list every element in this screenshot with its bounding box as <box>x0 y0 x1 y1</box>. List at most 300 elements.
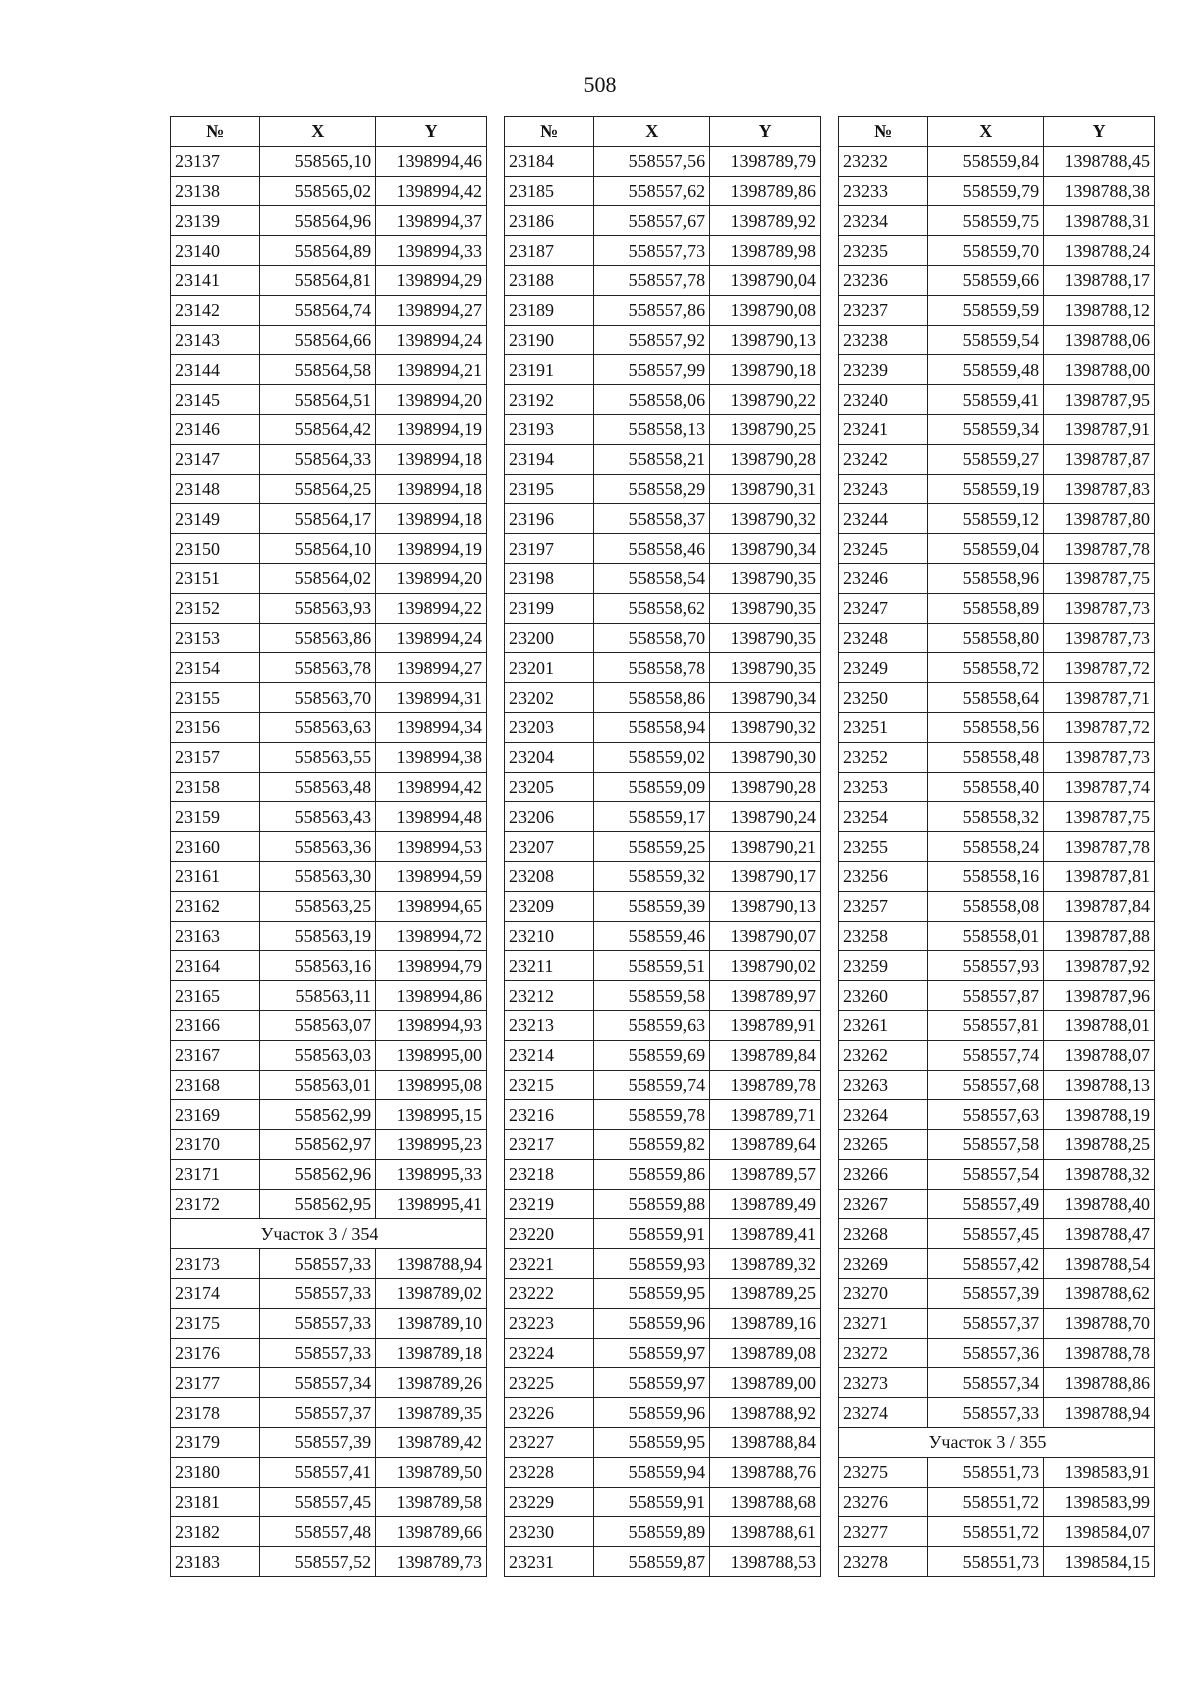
x-coordinate-cell: 558557,41 <box>260 1457 376 1487</box>
x-coordinate-cell: 558557,34 <box>928 1368 1044 1398</box>
point-number-cell: 23203 <box>505 712 594 742</box>
x-coordinate-cell: 558557,73 <box>594 236 710 266</box>
point-number-cell: 23209 <box>505 891 594 921</box>
table-row <box>171 1249 487 1279</box>
x-coordinate-cell: 558557,87 <box>928 981 1044 1011</box>
x-coordinate-cell: 558558,21 <box>594 444 710 474</box>
point-number-cell: 23243 <box>839 474 928 504</box>
point-number-cell: 23276 <box>839 1487 928 1517</box>
point-number-cell: 23192 <box>505 385 594 415</box>
x-coordinate-cell: 558558,94 <box>594 712 710 742</box>
table-row <box>839 1457 1155 1487</box>
y-coordinate-cell: 1398994,38 <box>376 742 487 772</box>
y-coordinate-cell: 1398790,25 <box>710 414 821 444</box>
x-coordinate-cell: 558559,59 <box>928 295 1044 325</box>
point-number-cell: 23173 <box>171 1249 260 1279</box>
x-coordinate-cell: 558557,45 <box>260 1487 376 1517</box>
y-coordinate-cell: 1398789,57 <box>710 1159 821 1189</box>
y-coordinate-cell: 1398788,76 <box>710 1457 821 1487</box>
section-label: Участок 3 / 354 <box>171 1219 487 1249</box>
y-coordinate-cell: 1398788,06 <box>1044 325 1155 355</box>
table-row <box>171 414 487 444</box>
y-coordinate-cell: 1398790,07 <box>710 921 821 951</box>
table-row <box>171 1428 487 1458</box>
y-coordinate-cell: 1398994,18 <box>376 444 487 474</box>
y-coordinate-cell: 1398790,13 <box>710 891 821 921</box>
x-coordinate-cell: 558557,37 <box>928 1308 1044 1338</box>
table-row <box>839 1398 1155 1428</box>
y-coordinate-cell: 1398790,32 <box>710 504 821 534</box>
point-number-cell: 23143 <box>171 325 260 355</box>
x-coordinate-cell: 558562,97 <box>260 1130 376 1160</box>
point-number-cell: 23207 <box>505 832 594 862</box>
x-coordinate-cell: 558558,96 <box>928 563 1044 593</box>
y-coordinate-cell: 1398789,49 <box>710 1189 821 1219</box>
y-coordinate-cell: 1398994,18 <box>376 504 487 534</box>
point-number-cell: 23250 <box>839 683 928 713</box>
y-coordinate-cell: 1398788,24 <box>1044 236 1155 266</box>
table-row <box>505 1368 821 1398</box>
table-row <box>505 355 821 385</box>
point-number-cell: 23138 <box>171 176 260 206</box>
table-row <box>505 1308 821 1338</box>
table-row <box>839 1368 1155 1398</box>
point-number-cell: 23244 <box>839 504 928 534</box>
table-row <box>505 1189 821 1219</box>
x-coordinate-cell: 558557,93 <box>928 951 1044 981</box>
y-coordinate-cell: 1398787,83 <box>1044 474 1155 504</box>
x-coordinate-cell: 558557,48 <box>260 1517 376 1547</box>
x-coordinate-cell: 558559,70 <box>928 236 1044 266</box>
point-number-cell: 23168 <box>171 1070 260 1100</box>
y-coordinate-cell: 1398787,80 <box>1044 504 1155 534</box>
point-number-cell: 23211 <box>505 951 594 981</box>
point-number-cell: 23273 <box>839 1368 928 1398</box>
y-coordinate-cell: 1398790,21 <box>710 832 821 862</box>
table-row <box>505 1279 821 1309</box>
point-number-cell: 23228 <box>505 1457 594 1487</box>
x-coordinate-cell: 558564,25 <box>260 474 376 504</box>
point-number-cell: 23255 <box>839 832 928 862</box>
point-number-cell: 23247 <box>839 593 928 623</box>
x-coordinate-cell: 558559,91 <box>594 1487 710 1517</box>
x-coordinate-cell: 558559,66 <box>928 265 1044 295</box>
y-coordinate-cell: 1398790,34 <box>710 683 821 713</box>
table-row <box>505 772 821 802</box>
table-row <box>505 1457 821 1487</box>
y-coordinate-cell: 1398788,68 <box>710 1487 821 1517</box>
table-row <box>505 1517 821 1547</box>
point-number-cell: 23216 <box>505 1100 594 1130</box>
x-coordinate-cell: 558559,79 <box>928 176 1044 206</box>
x-coordinate-cell: 558563,63 <box>260 712 376 742</box>
x-coordinate-cell: 558558,86 <box>594 683 710 713</box>
table-row <box>171 355 487 385</box>
point-number-cell: 23241 <box>839 414 928 444</box>
y-coordinate-cell: 1398788,45 <box>1044 146 1155 176</box>
table-row <box>505 1249 821 1279</box>
table-row <box>171 1159 487 1189</box>
x-coordinate-cell: 558558,13 <box>594 414 710 444</box>
x-coordinate-cell: 558558,29 <box>594 474 710 504</box>
point-number-cell: 23235 <box>839 236 928 266</box>
y-coordinate-cell: 1398787,75 <box>1044 563 1155 593</box>
point-number-cell: 23147 <box>171 444 260 474</box>
y-coordinate-cell: 1398789,64 <box>710 1130 821 1160</box>
point-number-cell: 23267 <box>839 1189 928 1219</box>
x-coordinate-cell: 558563,48 <box>260 772 376 802</box>
point-number-cell: 23275 <box>839 1457 928 1487</box>
point-number-cell: 23186 <box>505 206 594 236</box>
point-number-cell: 23239 <box>839 355 928 385</box>
y-coordinate-cell: 1398994,46 <box>376 146 487 176</box>
section-row <box>839 1428 1155 1458</box>
x-coordinate-cell: 558557,86 <box>594 295 710 325</box>
y-coordinate-cell: 1398994,19 <box>376 534 487 564</box>
table-row <box>505 236 821 266</box>
table-row <box>505 593 821 623</box>
y-coordinate-cell: 1398790,13 <box>710 325 821 355</box>
table-row <box>171 1308 487 1338</box>
y-coordinate-cell: 1398790,04 <box>710 265 821 295</box>
x-coordinate-cell: 558564,81 <box>260 265 376 295</box>
table-row <box>171 772 487 802</box>
point-number-cell: 23213 <box>505 1010 594 1040</box>
table-row <box>505 265 821 295</box>
point-number-cell: 23220 <box>505 1219 594 1249</box>
x-coordinate-cell: 558559,02 <box>594 742 710 772</box>
table-row <box>171 742 487 772</box>
x-coordinate-cell: 558564,66 <box>260 325 376 355</box>
x-coordinate-cell: 558562,95 <box>260 1189 376 1219</box>
x-coordinate-cell: 558558,64 <box>928 683 1044 713</box>
table-row <box>839 1159 1155 1189</box>
table-row <box>839 295 1155 325</box>
table-row <box>171 1130 487 1160</box>
x-coordinate-cell: 558557,56 <box>594 146 710 176</box>
table-row <box>505 474 821 504</box>
section-label: Участок 3 / 355 <box>839 1428 1155 1458</box>
x-coordinate-cell: 558557,74 <box>928 1040 1044 1070</box>
point-number-cell: 23196 <box>505 504 594 534</box>
point-number-cell: 23225 <box>505 1368 594 1398</box>
y-coordinate-cell: 1398789,02 <box>376 1279 487 1309</box>
point-number-cell: 23214 <box>505 1040 594 1070</box>
point-number-cell: 23164 <box>171 951 260 981</box>
x-coordinate-cell: 558557,63 <box>928 1100 1044 1130</box>
point-number-cell: 23202 <box>505 683 594 713</box>
table-row <box>171 504 487 534</box>
point-number-cell: 23146 <box>171 414 260 444</box>
x-coordinate-cell: 558551,72 <box>928 1487 1044 1517</box>
x-coordinate-cell: 558557,39 <box>260 1428 376 1458</box>
y-coordinate-cell: 1398789,78 <box>710 1070 821 1100</box>
point-number-cell: 23161 <box>171 861 260 891</box>
table-row <box>171 563 487 593</box>
x-coordinate-cell: 558559,34 <box>928 414 1044 444</box>
point-number-cell: 23159 <box>171 802 260 832</box>
x-coordinate-cell: 558557,67 <box>594 206 710 236</box>
point-number-cell: 23230 <box>505 1517 594 1547</box>
y-coordinate-cell: 1398994,18 <box>376 474 487 504</box>
x-coordinate-cell: 558559,27 <box>928 444 1044 474</box>
y-coordinate-cell: 1398995,00 <box>376 1040 487 1070</box>
x-coordinate-cell: 558558,01 <box>928 921 1044 951</box>
y-coordinate-cell: 1398788,78 <box>1044 1338 1155 1368</box>
point-number-cell: 23215 <box>505 1070 594 1100</box>
x-coordinate-cell: 558558,40 <box>928 772 1044 802</box>
x-coordinate-cell: 558557,36 <box>928 1338 1044 1368</box>
x-coordinate-cell: 558563,25 <box>260 891 376 921</box>
x-coordinate-cell: 558557,99 <box>594 355 710 385</box>
table-row <box>505 981 821 1011</box>
coordinates-table-3 <box>838 116 1155 1577</box>
y-coordinate-cell: 1398789,79 <box>710 146 821 176</box>
x-coordinate-cell: 558559,75 <box>928 206 1044 236</box>
x-coordinate-cell: 558562,96 <box>260 1159 376 1189</box>
header-number: № <box>171 117 260 147</box>
point-number-cell: 23175 <box>171 1308 260 1338</box>
x-coordinate-cell: 558559,54 <box>928 325 1044 355</box>
x-coordinate-cell: 558563,01 <box>260 1070 376 1100</box>
x-coordinate-cell: 558563,16 <box>260 951 376 981</box>
table-row <box>839 1249 1155 1279</box>
point-number-cell: 23141 <box>171 265 260 295</box>
table-row <box>171 1040 487 1070</box>
x-coordinate-cell: 558559,48 <box>928 355 1044 385</box>
y-coordinate-cell: 1398790,28 <box>710 772 821 802</box>
x-coordinate-cell: 558558,80 <box>928 623 1044 653</box>
x-coordinate-cell: 558563,43 <box>260 802 376 832</box>
x-coordinate-cell: 558557,42 <box>928 1249 1044 1279</box>
table-row <box>839 742 1155 772</box>
point-number-cell: 23165 <box>171 981 260 1011</box>
table-row <box>171 861 487 891</box>
point-number-cell: 23238 <box>839 325 928 355</box>
x-coordinate-cell: 558557,81 <box>928 1010 1044 1040</box>
table-row <box>839 981 1155 1011</box>
y-coordinate-cell: 1398994,24 <box>376 325 487 355</box>
table-row <box>505 206 821 236</box>
y-coordinate-cell: 1398789,32 <box>710 1249 821 1279</box>
table-row <box>839 1010 1155 1040</box>
x-coordinate-cell: 558557,33 <box>260 1249 376 1279</box>
y-coordinate-cell: 1398995,33 <box>376 1159 487 1189</box>
y-coordinate-cell: 1398994,86 <box>376 981 487 1011</box>
y-coordinate-cell: 1398787,84 <box>1044 891 1155 921</box>
y-coordinate-cell: 1398994,37 <box>376 206 487 236</box>
y-coordinate-cell: 1398994,59 <box>376 861 487 891</box>
table-row <box>171 593 487 623</box>
y-coordinate-cell: 1398584,15 <box>1044 1547 1155 1577</box>
x-coordinate-cell: 558559,97 <box>594 1338 710 1368</box>
y-coordinate-cell: 1398995,08 <box>376 1070 487 1100</box>
y-coordinate-cell: 1398788,54 <box>1044 1249 1155 1279</box>
table-row <box>839 563 1155 593</box>
y-coordinate-cell: 1398787,73 <box>1044 593 1155 623</box>
point-number-cell: 23217 <box>505 1130 594 1160</box>
x-coordinate-cell: 558559,82 <box>594 1130 710 1160</box>
point-number-cell: 23253 <box>839 772 928 802</box>
y-coordinate-cell: 1398787,96 <box>1044 981 1155 1011</box>
y-coordinate-cell: 1398994,29 <box>376 265 487 295</box>
x-coordinate-cell: 558564,17 <box>260 504 376 534</box>
table-header-row <box>171 117 487 147</box>
table-row <box>505 444 821 474</box>
table-row <box>839 236 1155 266</box>
y-coordinate-cell: 1398584,07 <box>1044 1517 1155 1547</box>
point-number-cell: 23205 <box>505 772 594 802</box>
table-row <box>839 414 1155 444</box>
y-coordinate-cell: 1398789,71 <box>710 1100 821 1130</box>
table-row <box>505 1010 821 1040</box>
y-coordinate-cell: 1398789,18 <box>376 1338 487 1368</box>
x-coordinate-cell: 558558,78 <box>594 653 710 683</box>
x-coordinate-cell: 558559,95 <box>594 1279 710 1309</box>
table-row <box>839 1219 1155 1249</box>
table-row <box>171 1368 487 1398</box>
x-coordinate-cell: 558558,89 <box>928 593 1044 623</box>
y-coordinate-cell: 1398790,02 <box>710 951 821 981</box>
table-row <box>839 683 1155 713</box>
point-number-cell: 23137 <box>171 146 260 176</box>
x-coordinate-cell: 558563,93 <box>260 593 376 623</box>
x-coordinate-cell: 558559,19 <box>928 474 1044 504</box>
y-coordinate-cell: 1398789,98 <box>710 236 821 266</box>
table-row <box>171 1100 487 1130</box>
y-coordinate-cell: 1398790,31 <box>710 474 821 504</box>
table-row <box>839 444 1155 474</box>
point-number-cell: 23208 <box>505 861 594 891</box>
point-number-cell: 23153 <box>171 623 260 653</box>
point-number-cell: 23162 <box>171 891 260 921</box>
point-number-cell: 23272 <box>839 1338 928 1368</box>
table-row <box>839 1130 1155 1160</box>
y-coordinate-cell: 1398994,24 <box>376 623 487 653</box>
y-coordinate-cell: 1398994,93 <box>376 1010 487 1040</box>
x-coordinate-cell: 558558,24 <box>928 832 1044 862</box>
y-coordinate-cell: 1398583,99 <box>1044 1487 1155 1517</box>
table-header-row <box>505 117 821 147</box>
y-coordinate-cell: 1398788,86 <box>1044 1368 1155 1398</box>
table-row <box>505 325 821 355</box>
table-row <box>839 712 1155 742</box>
table-row <box>839 1040 1155 1070</box>
y-coordinate-cell: 1398788,47 <box>1044 1219 1155 1249</box>
y-coordinate-cell: 1398787,87 <box>1044 444 1155 474</box>
y-coordinate-cell: 1398790,17 <box>710 861 821 891</box>
x-coordinate-cell: 558562,99 <box>260 1100 376 1130</box>
y-coordinate-cell: 1398788,32 <box>1044 1159 1155 1189</box>
point-number-cell: 23155 <box>171 683 260 713</box>
y-coordinate-cell: 1398994,20 <box>376 385 487 415</box>
y-coordinate-cell: 1398789,50 <box>376 1457 487 1487</box>
y-coordinate-cell: 1398994,22 <box>376 593 487 623</box>
point-number-cell: 23144 <box>171 355 260 385</box>
x-coordinate-cell: 558558,54 <box>594 563 710 593</box>
table-row <box>171 1189 487 1219</box>
point-number-cell: 23167 <box>171 1040 260 1070</box>
table-row <box>171 921 487 951</box>
point-number-cell: 23204 <box>505 742 594 772</box>
table-row <box>839 1100 1155 1130</box>
y-coordinate-cell: 1398788,70 <box>1044 1308 1155 1338</box>
table-row <box>505 414 821 444</box>
point-number-cell: 23277 <box>839 1517 928 1547</box>
x-coordinate-cell: 558557,45 <box>928 1219 1044 1249</box>
y-coordinate-cell: 1398788,25 <box>1044 1130 1155 1160</box>
x-coordinate-cell: 558564,10 <box>260 534 376 564</box>
y-coordinate-cell: 1398789,86 <box>710 176 821 206</box>
x-coordinate-cell: 558559,78 <box>594 1100 710 1130</box>
y-coordinate-cell: 1398790,28 <box>710 444 821 474</box>
table-row <box>171 832 487 862</box>
x-coordinate-cell: 558563,86 <box>260 623 376 653</box>
point-number-cell: 23198 <box>505 563 594 593</box>
y-coordinate-cell: 1398789,35 <box>376 1398 487 1428</box>
header-x: X <box>928 117 1044 147</box>
table-row <box>839 1070 1155 1100</box>
point-number-cell: 23259 <box>839 951 928 981</box>
y-coordinate-cell: 1398789,16 <box>710 1308 821 1338</box>
y-coordinate-cell: 1398995,23 <box>376 1130 487 1160</box>
x-coordinate-cell: 558563,03 <box>260 1040 376 1070</box>
x-coordinate-cell: 558559,91 <box>594 1219 710 1249</box>
y-coordinate-cell: 1398790,35 <box>710 563 821 593</box>
x-coordinate-cell: 558557,33 <box>260 1279 376 1309</box>
y-coordinate-cell: 1398787,91 <box>1044 414 1155 444</box>
table-row <box>839 474 1155 504</box>
point-number-cell: 23185 <box>505 176 594 206</box>
y-coordinate-cell: 1398787,72 <box>1044 653 1155 683</box>
table-row <box>839 861 1155 891</box>
table-row <box>505 1130 821 1160</box>
y-coordinate-cell: 1398788,07 <box>1044 1040 1155 1070</box>
table-row <box>505 1428 821 1458</box>
y-coordinate-cell: 1398787,72 <box>1044 712 1155 742</box>
header-x: X <box>260 117 376 147</box>
y-coordinate-cell: 1398790,24 <box>710 802 821 832</box>
point-number-cell: 23227 <box>505 1428 594 1458</box>
y-coordinate-cell: 1398788,84 <box>710 1428 821 1458</box>
y-coordinate-cell: 1398995,41 <box>376 1189 487 1219</box>
table-row <box>171 1547 487 1577</box>
y-coordinate-cell: 1398994,79 <box>376 951 487 981</box>
point-number-cell: 23261 <box>839 1010 928 1040</box>
x-coordinate-cell: 558563,11 <box>260 981 376 1011</box>
point-number-cell: 23174 <box>171 1279 260 1309</box>
table-row <box>171 385 487 415</box>
table-row <box>839 1547 1155 1577</box>
table-row <box>839 653 1155 683</box>
x-coordinate-cell: 558558,72 <box>928 653 1044 683</box>
y-coordinate-cell: 1398789,66 <box>376 1517 487 1547</box>
point-number-cell: 23229 <box>505 1487 594 1517</box>
x-coordinate-cell: 558558,56 <box>928 712 1044 742</box>
table-row <box>171 1070 487 1100</box>
x-coordinate-cell: 558557,49 <box>928 1189 1044 1219</box>
table-row <box>171 1487 487 1517</box>
point-number-cell: 23240 <box>839 385 928 415</box>
x-coordinate-cell: 558563,78 <box>260 653 376 683</box>
table-row <box>505 861 821 891</box>
point-number-cell: 23180 <box>171 1457 260 1487</box>
table-row <box>505 563 821 593</box>
x-coordinate-cell: 558559,89 <box>594 1517 710 1547</box>
x-coordinate-cell: 558558,37 <box>594 504 710 534</box>
table-row <box>171 474 487 504</box>
table-row <box>171 325 487 355</box>
